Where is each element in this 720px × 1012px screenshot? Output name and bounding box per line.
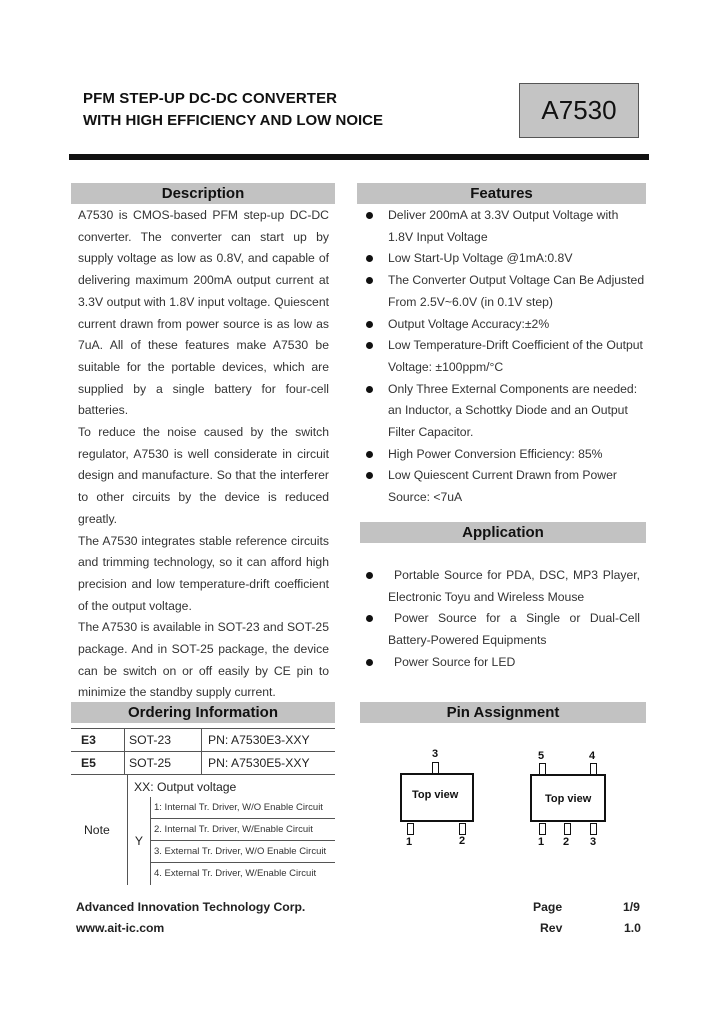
y-label: Y (128, 797, 151, 885)
list-item: Only Three External Components are needed: an Inductor, a Schottky Diode and an Output Filter Capacitor. (366, 379, 646, 444)
rev-label: Rev (540, 921, 563, 935)
list-item: Portable Source for PDA, DSC, MP3 Player, Electronic Toyu and Wireless Mouse (366, 565, 640, 608)
application-heading: Application (360, 522, 646, 543)
bullet-icon (366, 277, 373, 284)
ordering-code: E3 (81, 733, 96, 747)
pin-number: 1 (538, 836, 545, 848)
ordering-package: SOT-25 (124, 752, 201, 774)
description-paragraph: To reduce the noise caused by the switch regulator, A7530 is well considerate in circuit design and manufacture. So that the interferer to other circuits by the device is reduced greatly. (78, 425, 329, 526)
list-item: Power Source for a Single or Dual-Cell Battery-Powered Equipments (366, 608, 640, 651)
part-number-box (519, 83, 639, 138)
description-paragraph: A7530 is CMOS-based PFM step-up DC-DC converter. The converter can start up by supply voltage as low as 0.8V, and capable of delivering maximum 200mA output current at 3.3V output with 1.8V input voltage. Quiescent current drawn from power source is as low as 7uA. All of these features make A7530 be suitable for the portable devices, which are supplied by a single battery for four-cell batteries. (78, 208, 329, 418)
bullet-icon (366, 212, 373, 219)
ordering-pn: PN: A7530E5-XXY (201, 752, 310, 774)
page-label: Page (533, 900, 563, 914)
sot25-body (530, 774, 606, 822)
title-line-2: WITH HIGH EFFICIENCY AND LOW NOICE (83, 112, 383, 129)
pin-lead (459, 823, 466, 835)
description-heading: Description (71, 183, 335, 204)
list-item: Deliver 200mA at 3.3V Output Voltage with 1.8V Input Voltage (366, 205, 646, 248)
title-line-1: PFM STEP-UP DC-DC CONVERTER (83, 90, 338, 107)
list-item: The Converter Output Voltage Can Be Adjusted From 2.5V~6.0V (in 0.1V step) (366, 270, 646, 313)
features-heading: Features (357, 183, 646, 204)
sot23-diagram (396, 748, 486, 848)
pin-number: 2 (459, 835, 466, 847)
bullet-icon (366, 659, 373, 666)
ordering-table (71, 728, 335, 885)
ordering-code: E5 (81, 756, 96, 770)
y-options (151, 797, 335, 884)
pin-number: 5 (538, 750, 545, 762)
bullet-icon (366, 321, 373, 328)
pin-lead (564, 823, 571, 835)
top-view-label: Top view (412, 789, 459, 801)
note-content (127, 775, 335, 885)
pin-lead (590, 823, 597, 835)
list-item: Power Source for LED (366, 652, 640, 674)
list-item: Low Quiescent Current Drawn from Power Source: <7uA (366, 465, 646, 508)
pin-number: 2 (563, 836, 570, 848)
list-item: Output Voltage Accuracy:±2% (366, 314, 646, 336)
bullet-icon (366, 572, 373, 579)
bullet-icon (366, 255, 373, 262)
list-item: Low Temperature-Drift Coefficient of the Output Voltage: ±100ppm/°C (366, 335, 646, 378)
y-option: 3. External Tr. Driver, W/O Enable Circuit (151, 841, 335, 863)
note-label: Note (84, 823, 110, 837)
xx-label: XX: Output voltage (134, 780, 237, 794)
y-option: 1: Internal Tr. Driver, W/O Enable Circuit (151, 797, 335, 819)
website[interactable]: www.ait-ic.com (76, 921, 165, 935)
header-rule (69, 154, 649, 160)
sot25-diagram (527, 748, 617, 848)
ordering-pn: PN: A7530E3-XXY (201, 729, 310, 751)
list-item: Low Start-Up Voltage @1mA:0.8V (366, 248, 646, 270)
list-item: High Power Conversion Efficiency: 85% (366, 444, 646, 466)
bullet-icon (366, 342, 373, 349)
pin-number: 1 (406, 836, 413, 848)
description-paragraph: The A7530 integrates stable reference circuits and trimming technology, so it can afford high precision and low temperature-drift coefficient of the output voltage. (78, 533, 329, 613)
rev-number: 1.0 (624, 921, 641, 935)
pin-number: 3 (432, 748, 439, 760)
pin-number: 4 (589, 750, 596, 762)
y-option: 2. Internal Tr. Driver, W/Enable Circuit (151, 819, 335, 841)
note-row (71, 775, 335, 885)
top-view-label: Top view (545, 793, 592, 805)
ordering-package: SOT-23 (124, 729, 201, 751)
table-row (71, 752, 335, 775)
pin-lead (539, 823, 546, 835)
company-name: Advanced Innovation Technology Corp. (76, 900, 306, 914)
sot23-body (400, 773, 474, 822)
pin-lead (407, 823, 414, 835)
page-number: 1/9 (623, 900, 640, 914)
bullet-icon (366, 615, 373, 622)
bullet-icon (366, 472, 373, 479)
table-row (71, 729, 335, 752)
description-paragraph: The A7530 is available in SOT-23 and SOT-25 package. And in SOT-25 package, the device can be switch on or off easily by CE pin to minimize the standby supply current. (78, 620, 329, 700)
description-text (78, 205, 329, 704)
ordering-heading: Ordering Information (71, 702, 335, 723)
bullet-icon (366, 386, 373, 393)
bullet-icon (366, 451, 373, 458)
features-list (366, 205, 646, 509)
pin-assignment-heading: Pin Assignment (360, 702, 646, 723)
pin-number: 3 (590, 836, 597, 848)
part-number: A7530 (541, 95, 617, 125)
y-option: 4. External Tr. Driver, W/Enable Circuit (154, 868, 317, 879)
application-list (366, 565, 640, 674)
